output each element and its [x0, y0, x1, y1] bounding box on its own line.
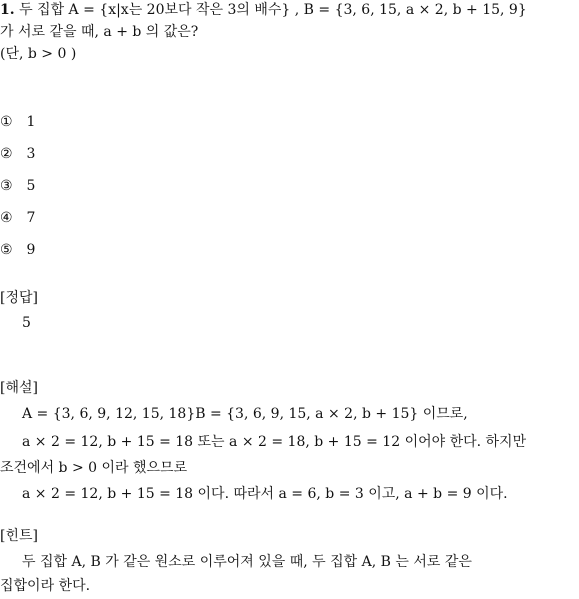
choice-5-mark: ⑤	[0, 242, 13, 258]
choice-2[interactable]	[0, 144, 35, 164]
choice-5-value: 9	[26, 242, 36, 258]
question-line-3: (단, b > 0 )	[0, 46, 77, 62]
choice-3-mark: ③	[0, 178, 13, 194]
answer-value: 5	[22, 315, 31, 331]
explanation-line-3: 조건에서 b > 0 이라 했으므로	[0, 460, 188, 476]
question-line-2: 가 서로 같을 때, a + b 의 값은?	[0, 24, 199, 40]
explanation-line-1: A = {3, 6, 9, 12, 15, 18}B = {3, 6, 9, 15, a × 2, b + 15} 이므로,	[22, 406, 468, 422]
choice-1-mark: ①	[0, 114, 13, 130]
choice-4[interactable]	[0, 208, 35, 228]
question-number: 1.	[0, 2, 15, 18]
choice-5[interactable]	[0, 240, 35, 260]
choice-4-value: 7	[26, 210, 36, 226]
explanation-heading: [해설]	[0, 380, 38, 396]
hint-line-2: 집합이라 한다.	[0, 578, 91, 594]
question-line-1	[0, 0, 527, 20]
hint-heading: [힌트]	[0, 528, 38, 544]
explanation-line-4: a × 2 = 12, b + 15 = 18 이다. 따라서 a = 6, b = 3 이고, a + b = 9 이다.	[22, 486, 508, 502]
choice-1[interactable]	[0, 112, 35, 132]
choice-1-value: 1	[26, 114, 36, 130]
question-text-1: 두 집합 A = {x|x는 20보다 작은 3의 배수} , B = {3, 6, 15, a × 2, b + 15, 9}	[19, 2, 527, 18]
explanation-line-2: a × 2 = 12, b + 15 = 18 또는 a × 2 = 18, b + 15 = 12 이어야 한다. 하지만	[22, 434, 527, 450]
choice-4-mark: ④	[0, 210, 13, 226]
choice-2-mark: ②	[0, 146, 13, 162]
choice-3[interactable]	[0, 176, 35, 196]
hint-line-1: 두 집합 A, B 가 같은 원소로 이루어져 있을 때, 두 집합 A, B 는 서로 같은	[22, 554, 472, 570]
choice-2-value: 3	[26, 146, 36, 162]
answer-heading: [정답]	[0, 290, 38, 306]
choice-3-value: 5	[26, 178, 36, 194]
